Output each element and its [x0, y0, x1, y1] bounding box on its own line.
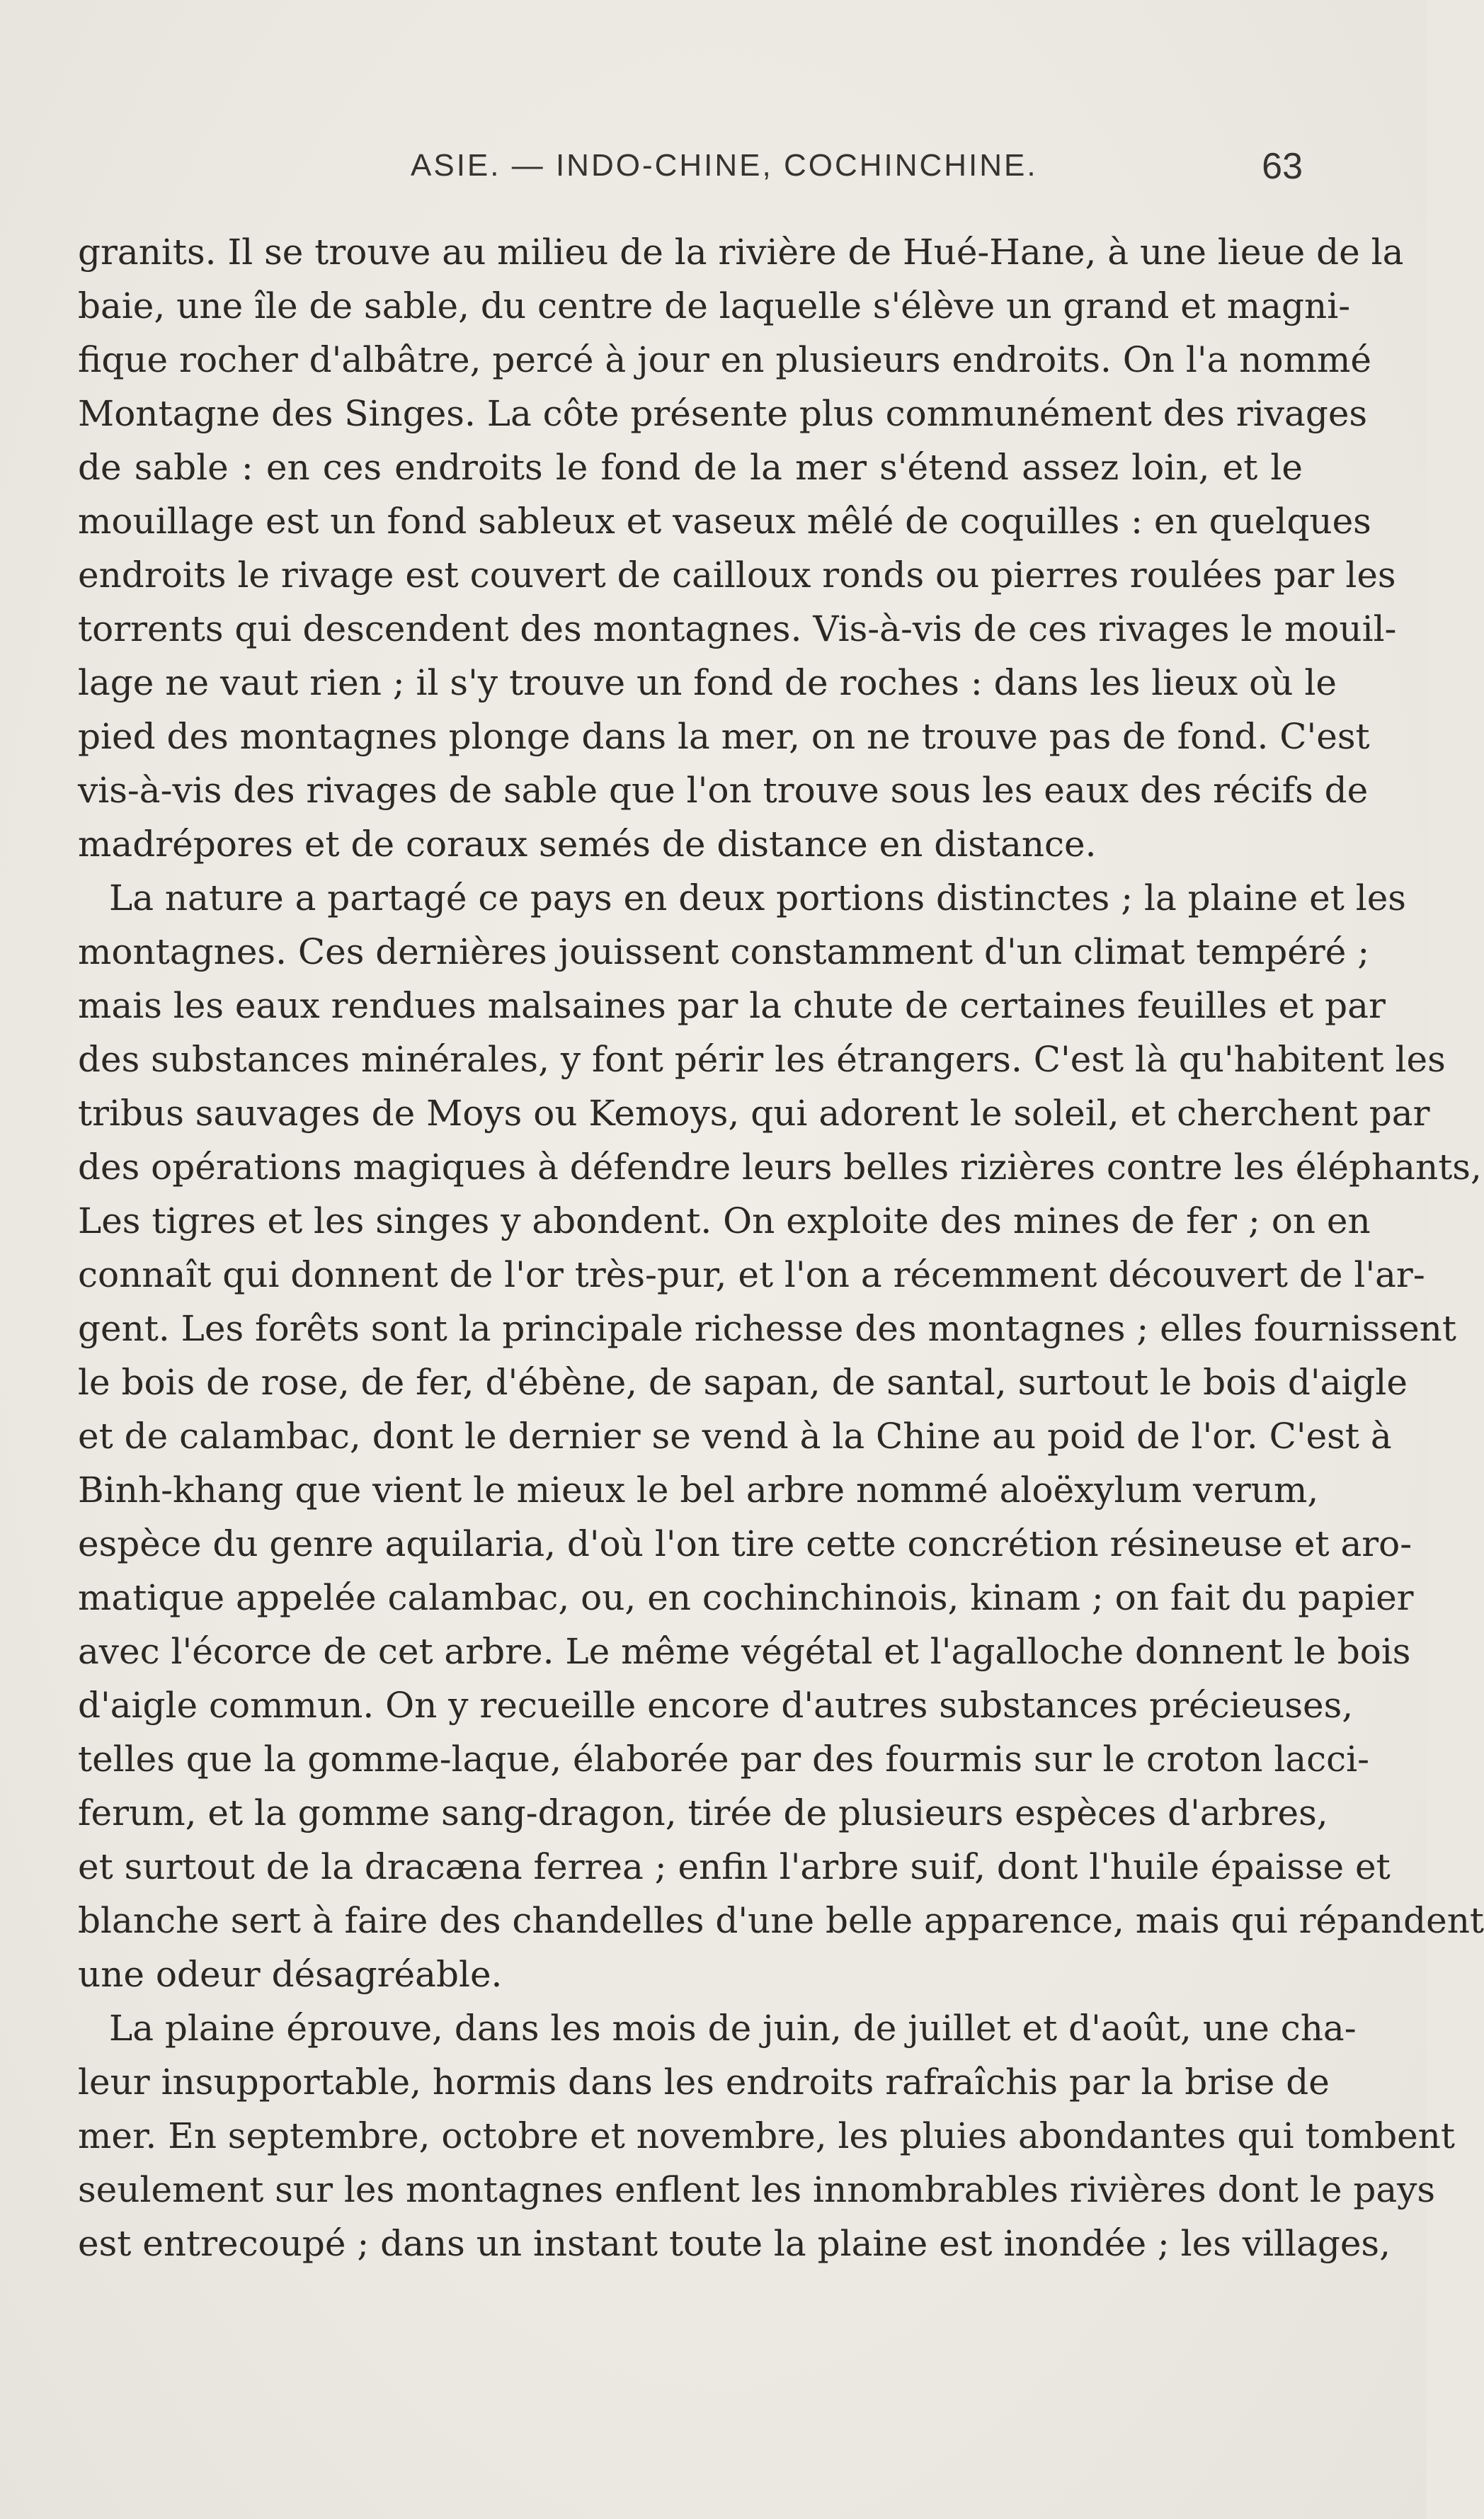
text-line: ferum, et la gomme sang-dragon, tirée de plusieurs espèces d'arbres, — [78, 1792, 1328, 1833]
text-line: d'aigle commun. On y recueille encore d'autres substances précieuses, — [78, 1685, 1354, 1726]
text-line: montagnes. Ces dernières jouissent constamment d'un climat tempéré ; — [78, 931, 1370, 972]
text-line: et surtout de la dracæna ferrea ; enfin l'arbre suif, dont l'huile épaisse et — [78, 1846, 1391, 1887]
text-line: avec l'écorce de cet arbre. Le même végétal et l'agalloche donnent le bois — [78, 1631, 1411, 1672]
text-line: Les tigres et les singes y abondent. On exploite des mines de fer ; on en — [78, 1200, 1371, 1241]
body-text — [78, 225, 1484, 2270]
text-line: torrents qui descendent des montagnes. Vis-à-vis de ces rivages le mouil- — [78, 608, 1397, 649]
text-line: telles que la gomme-laque, élaborée par des fourmis sur le croton lacci- — [78, 1739, 1370, 1780]
text-line: vis-à-vis des rivages de sable que l'on trouve sous les eaux des récifs de — [78, 770, 1369, 811]
paragraph-1 — [78, 225, 1404, 871]
text-line: de sable : en ces endroits le fond de la mer s'étend assez loin, et le — [78, 447, 1303, 488]
text-line: mer. En septembre, octobre et novembre, les pluies abondantes qui tombent — [78, 2115, 1455, 2156]
paragraph-3 — [78, 2001, 1455, 2270]
text-line: Montagne des Singes. La côte présente plus communément des rivages — [78, 393, 1368, 434]
text-line: endroits le rivage est couvert de cailloux ronds ou pierres roulées par les — [78, 555, 1396, 596]
text-line: seulement sur les montagnes enflent les innombrables rivières dont le pays — [78, 2169, 1436, 2210]
text-line: mais les eaux rendues malsaines par la chute de certaines feuilles et par — [78, 985, 1386, 1026]
page-number: 63 — [1262, 146, 1303, 187]
running-title: ASIE. — INDO-CHINE, COCHINCHINE. — [411, 148, 1038, 183]
text-line: est entrecoupé ; dans un instant toute la plaine est inondée ; les villages, — [78, 2223, 1391, 2264]
text-line: des opérations magiques à défendre leurs belles rizières contre les éléphants, — [78, 1147, 1482, 1188]
text-line: le bois de rose, de fer, d'ébène, de sapan, de santal, surtout le bois d'aigle — [78, 1362, 1408, 1403]
text-line: mouillage est un fond sableux et vaseux mêlé de coquilles : en quelques — [78, 501, 1371, 542]
text-line: pied des montagnes plonge dans la mer, on ne trouve pas de fond. C'est — [78, 716, 1370, 757]
text-line: La plaine éprouve, dans les mois de juin, de juillet et d'août, une cha- — [109, 2008, 1357, 2049]
text-line: et de calambac, dont le dernier se vend à la Chine au poid de l'or. C'est à — [78, 1416, 1392, 1457]
text-line: baie, une île de sable, du centre de laquelle s'élève un grand et magni- — [78, 285, 1351, 326]
text-line: La nature a partagé ce pays en deux portions distinctes ; la plaine et les — [109, 877, 1406, 919]
text-line: Binh-khang que vient le mieux le bel arbre nommé aloëxylum verum, — [78, 1469, 1319, 1511]
text-line: matique appelée calambac, ou, en cochinchinois, kinam ; on fait du papier — [78, 1577, 1414, 1618]
text-line: connaît qui donnent de l'or très-pur, et l'on a récemment découvert de l'ar- — [78, 1254, 1425, 1295]
text-line: des substances minérales, y font périr les étrangers. C'est là qu'habitent les — [78, 1039, 1446, 1080]
text-line: blanche sert à faire des chandelles d'une belle apparence, mais qui répandent — [78, 1900, 1484, 1941]
text-line: une odeur désagréable. — [78, 1954, 503, 1995]
text-line: lage ne vaut rien ; il s'y trouve un fond de roches : dans les lieux où le — [78, 662, 1337, 703]
text-line: espèce du genre aquilaria, d'où l'on tire cette concrétion résineuse et aro- — [78, 1523, 1412, 1564]
paragraph-2 — [78, 871, 1484, 2001]
page-header — [78, 145, 1303, 195]
text-line: granits. Il se trouve au milieu de la rivière de Hué-Hane, à une lieue de la — [78, 232, 1404, 273]
text-line: tribus sauvages de Moys ou Kemoys, qui adorent le soleil, et cherchent par — [78, 1093, 1430, 1134]
text-line: gent. Les forêts sont la principale richesse des montagnes ; elles fournissent — [78, 1308, 1456, 1349]
text-line: leur insupportable, hormis dans les endroits rafraîchis par la brise de — [78, 2062, 1330, 2103]
text-line: fique rocher d'albâtre, percé à jour en plusieurs endroits. On l'a nommé — [78, 339, 1372, 380]
text-line: madrépores et de coraux semés de distance en distance. — [78, 824, 1097, 865]
